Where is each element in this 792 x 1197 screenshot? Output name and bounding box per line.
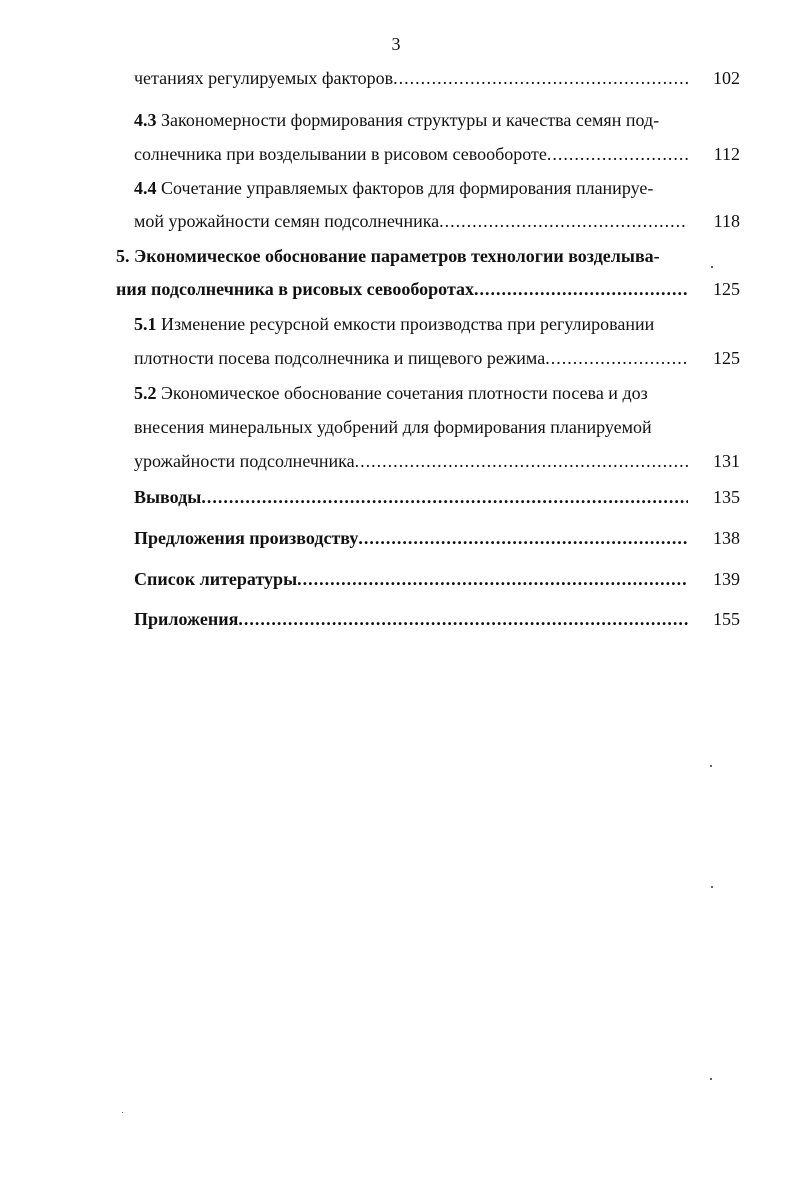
scan-speck: [711, 886, 713, 888]
toc-entry-line: [134, 522, 694, 554]
toc-entry-text: Сочетание управляемых факторов для формирования планируе-: [156, 178, 654, 198]
toc-entry-line: [116, 240, 696, 272]
toc-page-number: 138: [713, 528, 740, 548]
toc-entry-text: урожайности подсолнечника: [134, 451, 355, 471]
toc-entry-line: [134, 445, 694, 477]
section-number: 5.2: [134, 383, 157, 403]
toc-entry-text: Список литературы: [134, 569, 298, 589]
toc-page-number: 131: [713, 451, 740, 471]
toc-entry-line: [134, 172, 694, 204]
toc-page-number: 135: [713, 487, 740, 507]
scan-speck: [710, 765, 712, 767]
scan-speck: [711, 266, 713, 268]
dot-leader: [545, 342, 688, 374]
toc-entry-line: [134, 563, 694, 595]
toc-entry-line: [134, 308, 694, 340]
toc-entry-line: [116, 273, 694, 305]
toc-entry-text: Предложения производству: [134, 528, 359, 548]
toc-entry-text: Изменение ресурсной емкости производства при регулировании: [156, 314, 655, 334]
section-number: 4.3: [134, 110, 157, 130]
toc-entry-text: Экономическое обоснование сочетания плотности посева и доз: [156, 383, 648, 403]
toc-page-number: 155: [713, 609, 740, 629]
toc-entry-text: внесения минеральных удобрений для формирования планируемой: [134, 417, 652, 437]
toc-entry-text: ния подсолнечника в рисовых севооборотах: [116, 279, 475, 299]
dot-leader: [474, 273, 688, 305]
toc-entry-text: солнечника при возделывании в рисовом севообороте: [134, 144, 547, 164]
toc-entry-line: [134, 205, 694, 237]
toc-entry-text: 5. Экономическое обоснование параметров технологии возделыва-: [116, 246, 660, 266]
toc-entry-text: мой урожайности семян подсолнечника: [134, 211, 440, 231]
dot-leader: [439, 205, 688, 237]
toc-entry-line: [134, 377, 694, 409]
dot-leader: [355, 445, 688, 477]
toc-entry-line: [134, 411, 694, 443]
section-number: 4.4: [134, 178, 157, 198]
section-number: 5.1: [134, 314, 157, 334]
dot-leader: [393, 62, 688, 94]
toc-entry-line: [134, 138, 694, 170]
toc-page-number: 112: [713, 144, 740, 164]
toc-entry-text: четаниях регулируемых факторов: [134, 68, 394, 88]
dot-leader: [238, 603, 688, 635]
toc-page-number: 125: [713, 279, 740, 299]
dot-leader: [358, 522, 688, 554]
toc-entry-line: [134, 342, 694, 374]
toc-entry-text: Закономерности формирования структуры и качества семян под-: [156, 110, 660, 130]
toc-entry-text: Выводы: [134, 487, 202, 507]
dot-leader: [547, 138, 688, 170]
toc-entry-line: [134, 481, 694, 513]
page-number: 3: [391, 34, 401, 54]
toc-page-number: 125: [713, 348, 740, 368]
dot-leader: [297, 563, 688, 595]
scan-speck: [710, 1078, 712, 1080]
dot-leader: [201, 481, 688, 513]
toc-page-number: 102: [713, 68, 740, 88]
toc-entry-line: [134, 62, 694, 94]
toc-entry-text: Приложения: [134, 609, 239, 629]
toc-page-number: 118: [713, 211, 740, 231]
toc-entry-text: плотности посева подсолнечника и пищевого режима: [134, 348, 546, 368]
toc-entry-line: [134, 603, 694, 635]
toc-page-number: 139: [713, 569, 740, 589]
scan-speck: [122, 1112, 123, 1113]
toc-entry-line: [134, 104, 694, 136]
